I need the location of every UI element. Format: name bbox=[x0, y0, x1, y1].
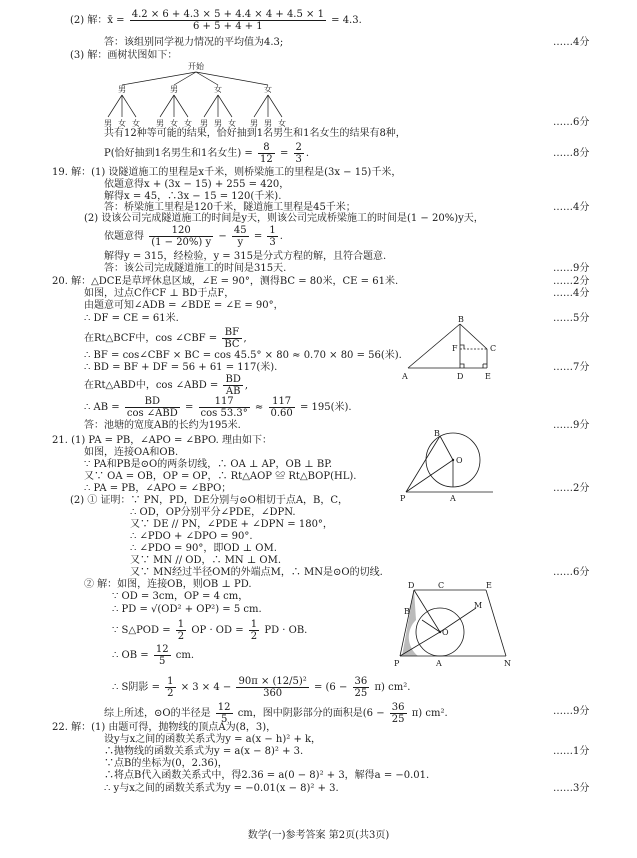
q21-line-3: ∵ PA和PB是⊙O的两条切线，∴ OA ⊥ AP，OB ⊥ BP. bbox=[84, 459, 333, 470]
q21-line-12: 又∵ MN经过半径OM的外端点M，∴ MN是⊙O的切线. bbox=[130, 567, 383, 578]
label-d: D bbox=[457, 372, 464, 381]
mean-label: (2) 解：x̄ = bbox=[70, 15, 125, 26]
q20-line-7: ∴ BD = BF + DF = 56 + 61 = 117(米). bbox=[84, 362, 278, 373]
q20-line-3: 由题意可知∠ADB = ∠BDE = ∠E = 90°， bbox=[84, 300, 284, 311]
tree-node-level1: 男 bbox=[170, 85, 178, 94]
label-e: E bbox=[485, 372, 491, 381]
tree-branch bbox=[174, 95, 188, 117]
page-footer: 数学(一)参考答案 第2页(共3页) bbox=[247, 830, 390, 841]
q19-line-4: 答：桥梁施工里程是120千米，隧道施工里程是45千米； bbox=[104, 202, 356, 213]
label-a: A bbox=[450, 494, 456, 503]
score-mark: ……1分 bbox=[553, 746, 590, 757]
q20-line-6: ∴ BF = cos∠CBF × BC = cos 45.5° × 80 ≈ 0.70 × 80 = 56(米). bbox=[84, 350, 402, 361]
tree-branch bbox=[108, 95, 122, 117]
label-o: O bbox=[456, 456, 463, 465]
score-mark: ……4分 bbox=[553, 37, 590, 48]
tree-node-level2: 男 bbox=[104, 119, 112, 128]
q19-line-7: 解得y = 315，经检验，y = 315是分式方程的解，且符合题意. bbox=[104, 251, 387, 262]
q18-part2-answer: 答：该组别同学视力情况的平均值为4.3; bbox=[104, 37, 284, 48]
tree-branch bbox=[268, 95, 282, 117]
tree-node-level2: 女 bbox=[184, 119, 192, 128]
label-b: B bbox=[404, 607, 410, 616]
q20-line-4: ∴ DF = CE = 61米. bbox=[84, 313, 179, 324]
label-e: E bbox=[486, 581, 492, 590]
q22-line-6: ∴ y与x之间的函数关系式为y = −0.01(x − 8)² + 3. bbox=[104, 783, 339, 794]
tree-node-level2: 女 bbox=[118, 119, 126, 128]
tree-branch bbox=[218, 95, 232, 117]
q21-line-13: ② 解：如图，连接OB，则OB ⊥ PD. bbox=[84, 579, 252, 590]
q18-part3-intro: (3) 解：画树状图如下： bbox=[70, 50, 178, 61]
score-mark: ……2分 bbox=[553, 483, 590, 494]
label-b: B bbox=[434, 429, 440, 438]
mean-fraction: $\frac{4.2 \times 6 + 4.3 \times 5 + 4.4 \times 4 + 4.5 \times 1}{6 + 5 + 4 + 1}$ bbox=[131, 9, 324, 32]
q19-line-5: (2) 设该公司完成隧道施工的时间是y天，则该公司完成桥梁施工的时间是(1 − 20%)y天， bbox=[84, 213, 484, 224]
q22-line-1: 22. 解：(1) 由题可得，抛物线的顶点A为(8，3)， bbox=[52, 722, 277, 733]
q22-line-2: 设y与x之间的函数关系式为y = a(x − h)² + k， bbox=[104, 734, 322, 745]
label-n: N bbox=[504, 659, 511, 668]
q20-line-2: 如图，过点C作CF ⊥ BD于点F， bbox=[84, 288, 235, 299]
score-mark: ……6分 bbox=[553, 117, 590, 128]
q21-shaded-area: ∴ S阴影 = $\frac{1}{2}$ × 3 × 4 − $\frac{\text{90π × (12/5)²}}{360}$ = (6 − $\frac{36}{25}$ π) cm². bbox=[112, 676, 411, 699]
score-mark: ……8分 bbox=[553, 148, 590, 159]
q20-ab-calc: ∴ AB = $\frac{BD}{\text{cos ∠ABD}}$ = $\frac{117}{\cos 53.3^\circ}$ ≈ $\frac{117}{0.60}$ = 195(米). bbox=[84, 396, 352, 419]
q19-line-3: 解得x = 45，∴3x − 15 = 120(千米). bbox=[104, 191, 282, 202]
label-o: O bbox=[442, 628, 449, 637]
tree-node-level2: 男 bbox=[214, 119, 222, 128]
label-c: C bbox=[490, 344, 497, 353]
q19-equation: 依题意得 $\frac{120}{(1 - 20\%) y}$ − $\frac{45}{y}$ = $\frac{1}{3}$ . bbox=[104, 225, 283, 248]
q21-line-7: ∴ OD，OP分别平分∠PDE，∠DPN. bbox=[130, 507, 296, 518]
score-mark: ……9分 bbox=[553, 706, 590, 717]
q21-figure-2 bbox=[392, 580, 522, 670]
label-p: P bbox=[394, 659, 400, 668]
label-f: F bbox=[452, 344, 458, 353]
tree-branch bbox=[122, 95, 136, 117]
label-p: P bbox=[400, 494, 406, 503]
q21-figure-1 bbox=[398, 428, 498, 508]
q22-line-3: ∴抛物线的函数关系式为y = a(x − 8)² + 3. bbox=[104, 746, 304, 757]
label-d: D bbox=[408, 581, 415, 590]
q21-area-equation: ∵ S△POD = $\frac{1}{2}$ OP · OD = $\frac{1}{2}$ PD · OB. bbox=[112, 619, 308, 642]
label-a: A bbox=[402, 372, 408, 381]
q20-cos-cbf: 在Rt△BCF中，cos ∠CBF = $\frac{BF}{BC}$ , bbox=[84, 327, 247, 350]
q20-answer: 答：池塘的宽度AB的长约为195米. bbox=[84, 420, 241, 431]
score-mark: ……4分 bbox=[553, 288, 590, 299]
q21-line-6: (2) ① 证明：∵ PN，PD，DE分别与⊙O相切于点A，B，C， bbox=[70, 495, 349, 506]
q21-line-11: 又∵ MN // OD，∴ MN ⊥ OM. bbox=[130, 555, 282, 566]
tree-node-level2: 男 bbox=[156, 119, 164, 128]
tree-node-level2: 男 bbox=[200, 119, 208, 128]
q22-line-5: ∴将点B代入函数关系式中，得2.36 = a(0 − 8)² + 3，解得a = −0.01. bbox=[104, 770, 430, 781]
label-m: M bbox=[474, 601, 483, 610]
q21-ob-value: ∴ OB = $\frac{12}{5}$ cm. bbox=[112, 644, 195, 667]
label-a: A bbox=[436, 659, 442, 668]
tree-root-label: 开始 bbox=[188, 62, 204, 71]
q21-conclusion: 综上所述，⊙O的半径是 $\frac{12}{5}$ cm，图中阴影部分的面积是(6 − $\frac{36}{25}$ π) cm². bbox=[104, 702, 448, 725]
score-mark: ……9分 bbox=[553, 420, 590, 431]
q20-figure bbox=[402, 316, 512, 386]
score-mark: ……7分 bbox=[553, 362, 590, 373]
q18-part2-mean: (2) 解：x̄ = $\frac{4.2 \times 6 + 4.3 \times 5 + 4.4 \times 4 + 4.5 \times 1}{6 + 5 + 4 + 1}$ = 4.3. bbox=[70, 9, 362, 32]
score-mark: ……9分 bbox=[553, 263, 590, 274]
q21-line-9: ∴ ∠PDO + ∠DPO = 90°. bbox=[130, 531, 253, 542]
q21-line-5: ∴ PA = PB，∠APO = ∠BPO； bbox=[84, 483, 232, 494]
tree-node-level2: 女 bbox=[170, 119, 178, 128]
tree-node-level2: 女 bbox=[228, 119, 236, 128]
score-mark: ……4分 bbox=[553, 202, 590, 213]
q22-line-4: ∵点B的坐标为(0，2.36)， bbox=[104, 758, 228, 769]
q21-line-8: 又∵ DE // PN，∠PDE + ∠DPN = 180°， bbox=[130, 519, 333, 530]
q21-line-1: 21. (1) PA = PB，∠APO = ∠BPO. 理由如下： bbox=[52, 435, 272, 446]
tree-node-level2: 男 bbox=[250, 119, 258, 128]
q20-line-1: 20. 解：△DCE是草坪休息区域，∠E = 90°，测得BC = 80米，CE = 61米. bbox=[52, 276, 399, 287]
q21-line-2: 如图，连接OA和OB. bbox=[84, 447, 179, 458]
tree-node-level1: 男 bbox=[118, 85, 126, 94]
tree-branch bbox=[204, 95, 218, 117]
q21-line-15: ∴ PD = √(OD² + OP²) = 5 cm. bbox=[112, 604, 262, 615]
tree-node-level2: 男 bbox=[264, 119, 272, 128]
q18-probability: P(恰好抽到1名男生和1名女生) = $\frac{8}{12}$ = $\frac{2}{3}$ . bbox=[104, 142, 310, 165]
q21-line-14: ∵ OD = 3cm，OP = 4 cm， bbox=[112, 591, 249, 602]
tree-node-level2: 女 bbox=[132, 119, 140, 128]
tree-node-level1: 女 bbox=[264, 85, 272, 94]
tree-branch bbox=[160, 95, 174, 117]
tree-diagram bbox=[100, 60, 300, 132]
score-mark: ……6分 bbox=[553, 567, 590, 578]
q20-cos-abd: 在Rt△ABD中，cos ∠ABD = $\frac{BD}{AB}$ , bbox=[84, 374, 249, 397]
q19-line-1: 19. 解：(1) 设隧道施工的里程是x千米，则桥梁施工的里程是(3x − 15)千米， bbox=[52, 167, 402, 178]
tree-node-level1: 女 bbox=[214, 85, 222, 94]
q21-line-10: ∴ ∠PDO = 90°，即OD ⊥ OM. bbox=[130, 543, 277, 554]
q19-line-8: 答：该公司完成隧道施工的时间是315天. bbox=[104, 263, 287, 274]
tree-node-level2: 女 bbox=[278, 119, 286, 128]
q18-result: 共有12种等可能的结果，恰好抽到1名男生和1名女生的结果有8种， bbox=[104, 128, 406, 139]
score-mark: ……5分 bbox=[553, 313, 590, 324]
q21-line-4: 又∵ OA = OB，OP = OP，∴ Rt△AOP ≌ Rt△BOP(HL). bbox=[84, 471, 357, 482]
q19-line-2: 依题意得x + (3x − 15) + 255 = 420， bbox=[104, 179, 290, 190]
label-c: C bbox=[438, 581, 445, 590]
label-b: B bbox=[458, 315, 464, 324]
tree-branch bbox=[254, 95, 268, 117]
score-mark: ……3分 bbox=[553, 783, 590, 794]
score-mark: ……2分 bbox=[553, 276, 590, 287]
